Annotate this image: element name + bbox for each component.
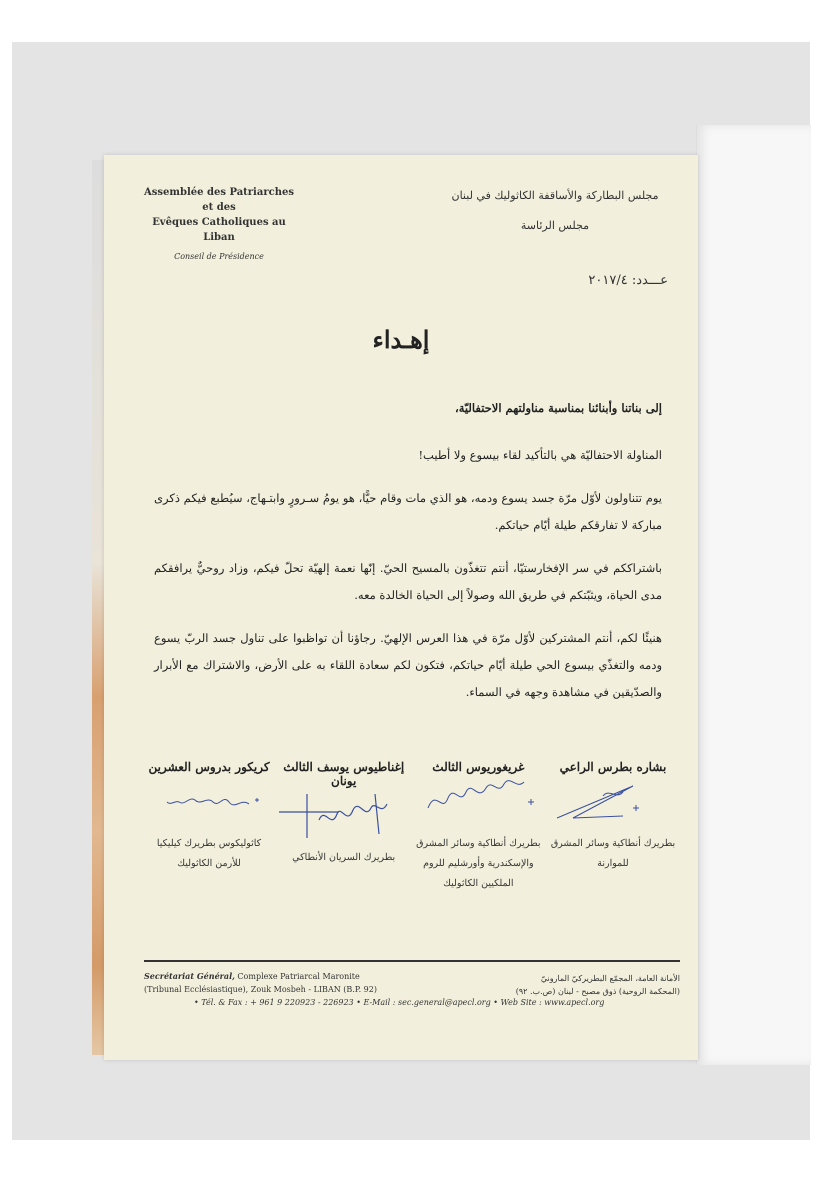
footer-complex: Complexe Patriarcal Maronite — [234, 972, 360, 981]
signatures — [144, 760, 678, 894]
letterhead-arabic — [430, 181, 680, 241]
footer-secretariat: Secrétariat Général, — [144, 971, 235, 981]
signatory-name: غريغوريوس الثالث — [432, 760, 525, 774]
signatory — [548, 760, 678, 894]
signatory — [413, 760, 543, 894]
signatory-title: كاثوليكوس بطريرك كيليكيا للأرمن الكاثوليك — [156, 838, 262, 869]
handwritten-signature — [149, 778, 269, 826]
signatory-title: بطريرك أنطاكية وسائر المشرق للموارنة — [550, 838, 676, 869]
signatory-title: بطريرك السريان الأنطاكي — [292, 852, 396, 863]
letterhead-fr-sub: Conseil de Présidence — [174, 252, 264, 261]
book-right-pages — [696, 125, 811, 1065]
signatory — [279, 760, 409, 894]
salutation: إلى بناتنا وأبنائنا بمناسبة مناولتهم الاحتفاليّة، — [455, 401, 662, 415]
letterhead-french — [144, 185, 294, 264]
signatory-name: إغناطيوس يوسف الثالث يونان — [283, 760, 405, 788]
paragraph: هنيئًا لكم، أنتم المشتركين لأوّل مرّة في هذا العرس الإلهيّ. رجاؤنا أن تواظبوا على تناول جسد الربّ يسوع ودمه والتغذّي بيسوع الحي طيلة أيّام حياتكم، فتكون لكم سعادة اللقاء به على الأرض، والاشتراك مع الأبرار والصدّيقين في مشاهدة وجهه في السماء. — [154, 631, 662, 699]
document-body — [154, 395, 662, 722]
footer-ar-line: الأمانة العامة، المجمّع البطريركيّ المارونيّ — [540, 974, 680, 983]
signatory — [144, 760, 274, 894]
letterhead-fr-line: Assemblée des Patriarches et des — [144, 187, 294, 213]
footer-contact: • Tél. & Fax : + 961 9 220923 - 226923 • E-Mail : sec.general@apecl.org • Web Site : www.apecl.org — [194, 998, 605, 1007]
footer-french — [144, 970, 377, 996]
signatory-name: بشاره بطرس الراعي — [559, 760, 667, 774]
letterhead-ar-line: مجلس الرئاسة — [520, 219, 590, 232]
handwritten-signature — [553, 778, 673, 826]
letterhead-fr-line: Evêques Catholiques au Liban — [152, 217, 286, 243]
paragraph: يوم تتناولون لأوّل مرّة جسد يسوع ودمه، هو الذي مات وقام حيًّا، هو يومُ سـرورٍ وابتـهاج، سيُطبع فيكم ذكرى مباركة لا تفارقكم طيلة أيّام حياتكم. — [154, 491, 662, 532]
paragraph: باشتراككم في سر الإفخارستيّا، أنتم تتغذّون بالمسيح الحيّ. إنّها نعمة إلهيّة تحلّ فيكم، وزاد روحيٌّ يرافقكم مدى الحياة، ويثبّتكم في طريق الله وصولاً إلى الحياة الخالدة معه. — [154, 561, 662, 602]
footer — [144, 960, 680, 1007]
signatory-title: بطريرك أنطاكية وسائر المشرق والإسكندرية وأورشليم للروم الملكيين الكاثوليك — [416, 838, 541, 889]
letterhead-ar-line: مجلس البطاركة والأساقفة الكاثوليك في لبنان — [451, 189, 659, 202]
paragraph: المناولة الاحتفاليّة هي بالتأكيد لقاء بيسوع ولا أطيب! — [418, 448, 662, 462]
footer-arabic — [516, 972, 680, 998]
document-title: إهـداء — [372, 325, 430, 354]
handwritten-signature — [279, 792, 409, 840]
handwritten-signature — [418, 778, 538, 826]
footer-ar-line: (المحكمة الروحية) ذوق مصبح - لبنان (ص.ب. ٩٢) — [515, 987, 680, 996]
signatory-name: كريكور بدروس العشرين — [148, 760, 270, 774]
document-page — [104, 155, 698, 1060]
footer-address: (Tribunal Ecclésiastique), Zouk Mosbeh - LIBAN (B.P. 92) — [144, 985, 377, 994]
reference-number: عـــدد: ٢٠١٧/٤ — [588, 273, 668, 288]
